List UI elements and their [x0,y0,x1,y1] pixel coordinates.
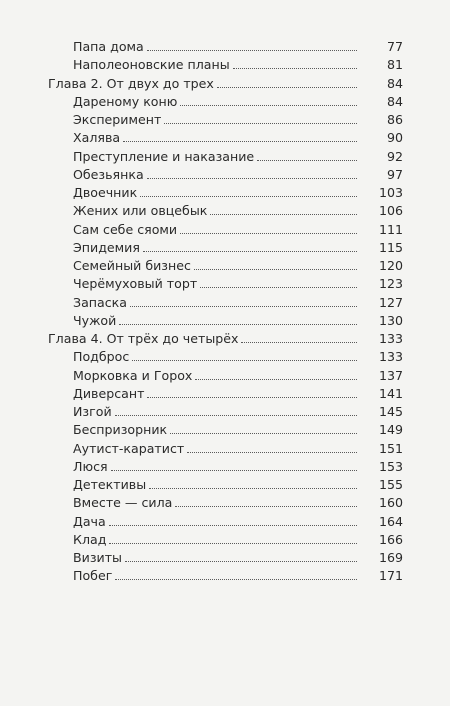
toc-page-number: 149 [378,422,403,438]
dot-leader [241,342,357,343]
toc-page-number: 111 [378,221,403,237]
toc-entry-row [0,421,450,439]
toc-page-number: 92 [386,148,403,164]
toc-page-number: 160 [378,495,403,511]
toc-title: Визиты [73,550,122,565]
toc-page-number: 169 [378,550,403,565]
toc-title: Глава 2. От двух до трех [48,75,214,91]
toc-title: Наполеоновские планы [73,57,230,73]
toc-page-number: 106 [378,203,403,219]
toc-entry-row [0,476,450,494]
toc-title: Запаска [73,294,127,310]
toc-page-number: 130 [378,312,403,328]
toc-entry-row [0,166,450,184]
toc-title: Семейный бизнес [73,258,191,273]
toc-title: Клад [73,531,107,547]
dot-leader [233,68,357,69]
toc-title: Аутист-каратист [73,440,185,456]
toc-entry-row [0,129,450,147]
toc-title: Преступление и наказание [73,148,255,164]
toc-entry-row [0,367,450,385]
toc-page-number: 84 [386,93,403,109]
toc-entry-row [0,312,450,330]
dot-leader [195,379,357,380]
dot-leader [217,87,357,88]
dot-leader [200,287,357,288]
toc-entry-row [0,567,450,585]
dot-leader [130,306,357,307]
dot-leader [140,196,357,197]
dot-leader [194,269,357,270]
toc-entry-row [0,549,450,567]
dot-leader [109,525,357,526]
dot-leader [115,415,357,416]
toc-entry-row [0,494,450,512]
dot-leader [147,397,357,398]
dot-leader [123,141,357,142]
toc-title: Жених или овцебык [73,203,208,219]
dot-leader [175,506,357,507]
toc-page-number: 141 [378,385,403,401]
toc-page-number: 151 [378,440,403,456]
dot-leader [115,579,357,580]
toc-title: Сам себе сяоми [73,221,178,237]
toc-entry-row [0,513,450,531]
toc-page-number: 86 [386,112,403,127]
toc-entry-row [0,148,450,166]
toc-title: Вместе — сила [73,495,173,511]
toc-title: Эпидемия [73,239,140,255]
toc-page-number: 103 [378,185,403,200]
dot-leader [109,543,357,544]
toc-title: Черёмуховый торт [73,276,198,292]
toc-page-number: 97 [386,166,403,182]
toc-entry-row [0,257,450,275]
toc-title: Папа дома [73,39,144,54]
toc-title: Дача [73,513,106,529]
toc-title: Диверсант [73,385,145,401]
toc-title: Обезьянка [73,166,144,182]
toc-page-number: 120 [378,258,403,273]
toc-title: Дареному коню [73,93,178,109]
dot-leader [257,160,357,161]
toc-entry-row [0,111,450,129]
dot-leader [170,433,357,434]
toc-page-number: 133 [378,331,403,346]
toc-entry-row [0,531,450,549]
toc-page-number: 123 [378,276,403,292]
toc-title: Двоечник [73,185,138,200]
dot-leader [111,470,357,471]
dot-leader [149,488,357,489]
toc-title: Подброс [73,349,130,365]
toc-title: Чужой [73,312,117,328]
toc-page-number: 84 [386,75,403,91]
toc-page-number: 133 [378,349,403,365]
dot-leader [147,178,357,179]
toc-entry-row [0,294,450,312]
toc-page-number: 153 [378,458,403,474]
toc-title: Побег [73,568,113,584]
toc-chapter-row [0,75,450,93]
toc-title: Халява [73,130,121,146]
toc-entry-row [0,202,450,220]
dot-leader [147,50,357,51]
toc-title: Беспризорник [73,422,168,438]
toc-title: Детективы [73,477,147,492]
toc-page-number: 127 [378,294,403,310]
dot-leader [210,214,357,215]
toc-entry-row [0,93,450,111]
toc-entry-row [0,385,450,403]
toc-page-number: 90 [386,130,403,146]
toc-entry-row [0,348,450,366]
table-of-contents [0,38,450,586]
toc-entry-row [0,221,450,239]
toc-entry-row [0,440,450,458]
dot-leader [180,105,357,106]
toc-entry-row [0,239,450,257]
dot-leader [180,233,357,234]
toc-title: Морковка и Горох [73,367,193,383]
dot-leader [143,251,357,252]
dot-leader [187,452,357,453]
dot-leader [119,324,357,325]
toc-entry-row [0,184,450,202]
toc-page-number: 81 [386,57,403,73]
toc-title: Люся [73,458,108,474]
dot-leader [125,561,357,562]
toc-entry-row [0,403,450,421]
toc-title: Глава 4. От трёх до четырёх [48,331,239,346]
toc-page-number: 164 [378,513,403,529]
toc-chapter-row [0,330,450,348]
toc-page-number: 77 [386,39,403,54]
toc-page-number: 166 [378,531,403,547]
dot-leader [164,123,357,124]
toc-page-number: 137 [378,367,403,383]
toc-title: Эксперимент [73,112,162,127]
dot-leader [132,360,357,361]
toc-page-number: 115 [378,239,403,255]
toc-entry-row [0,38,450,56]
toc-entry-row [0,56,450,74]
toc-entry-row [0,275,450,293]
toc-page-number: 171 [378,568,403,584]
toc-title: Изгой [73,404,112,419]
toc-page-number: 145 [378,404,403,419]
toc-entry-row [0,458,450,476]
toc-page-number: 155 [378,477,403,492]
